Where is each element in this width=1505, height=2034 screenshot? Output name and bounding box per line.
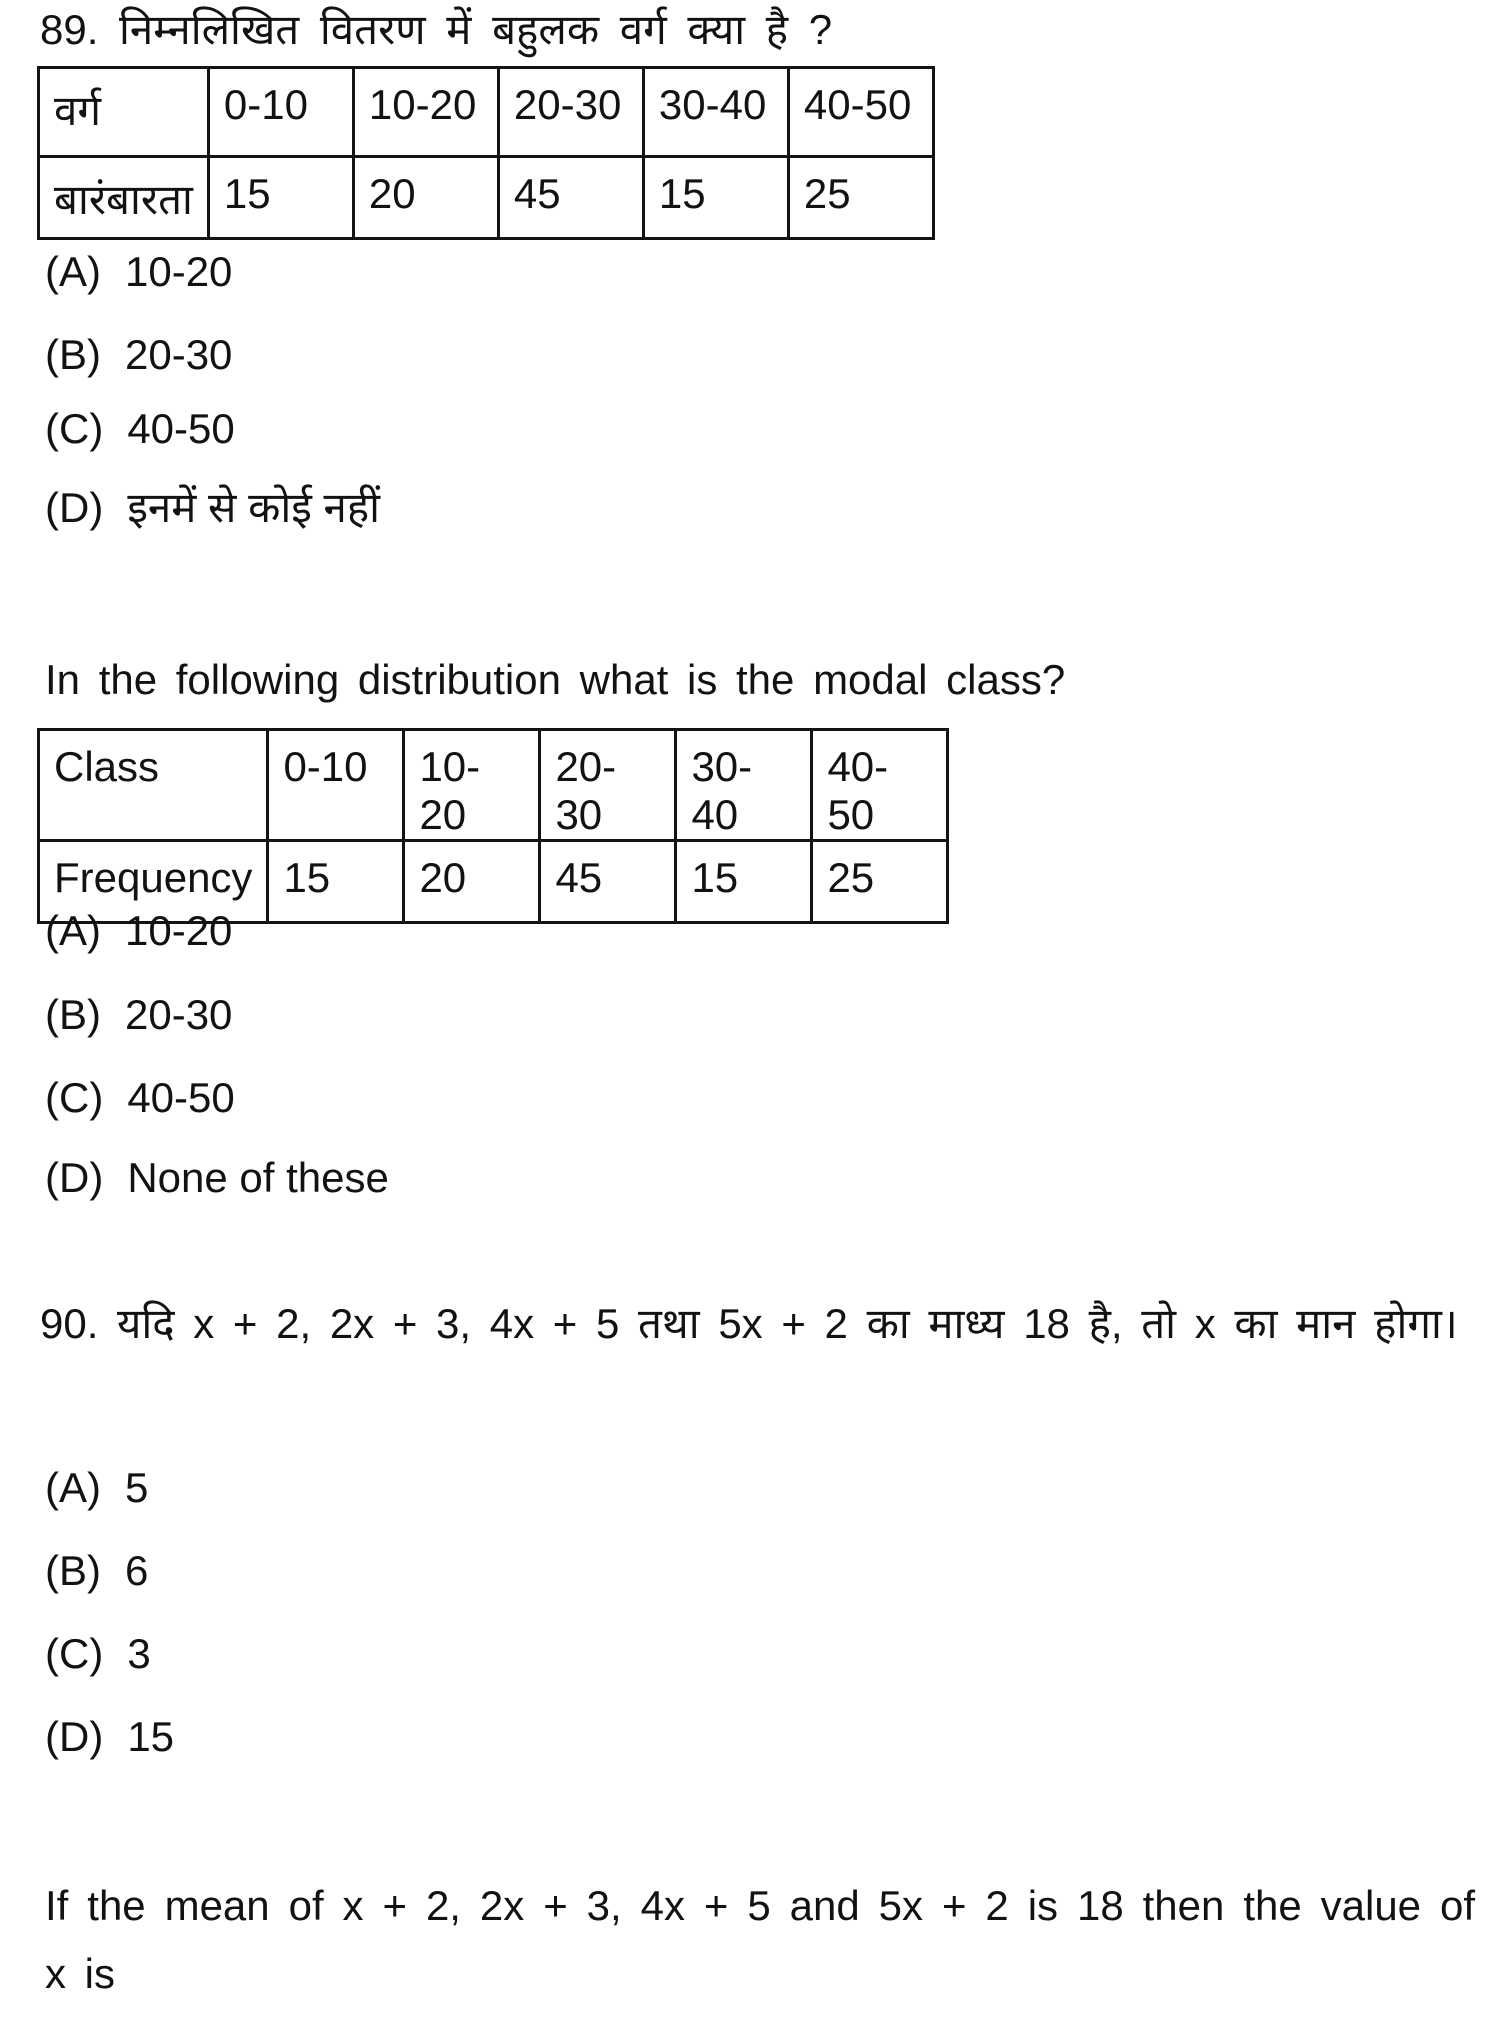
question-89-english-option-b [45,991,232,1039]
table-cell: 15 [643,157,788,239]
question-89-english-text: In the following distribution what is the modal class? [45,656,1066,703]
question-90-english-text: If the mean of x + 2, 2x + 3, 4x + 5 and 5x + 2 is 18 then the value of x is [45,1882,1475,1997]
question-90-hindi-text: 90. यदि x + 2, 2x + 3, 4x + 5 तथा 5x + 2 का माध्य 18 है, तो x का मान होगा। [40,1300,1458,1347]
option-text: इनमें से कोई नहीं [127,484,381,531]
question-89-hindi-option-c [45,405,235,453]
table-cell: 0-10 [208,68,353,157]
table-row [39,730,948,841]
question-89-english-table [37,728,949,924]
option-label: (C) [45,405,104,452]
option-text: 20-30 [125,331,233,378]
option-label: (C) [45,1630,104,1677]
table-cell: 25 [812,841,948,923]
table-cell: 20-30 [498,68,643,157]
table-cell: 0-10 [268,730,404,841]
table-cell: 15 [676,841,812,923]
option-label: (D) [45,1713,104,1760]
table-cell: वर्ग [39,68,209,157]
table-cell: Class [39,730,268,841]
table-cell: 10-20 [353,68,498,157]
question-90-option-a [45,1464,148,1512]
option-label: (B) [45,1547,101,1594]
question-90-option-b [45,1547,148,1595]
table-cell: 25 [788,157,933,239]
table-cell: 45 [540,841,676,923]
option-text: 3 [127,1630,151,1677]
table-cell: बारंबारता [39,157,209,239]
table-cell: Frequency [39,841,268,923]
table-cell: 40-50 [788,68,933,157]
question-89-english-option-c [45,1074,235,1122]
table-cell: 15 [208,157,353,239]
table-cell: 20-30 [540,730,676,841]
table-cell: 10-20 [404,730,540,841]
option-label: (D) [45,484,104,531]
table-cell: 20 [404,841,540,923]
option-text: 5 [125,1464,149,1511]
option-label: (A) [45,1464,101,1511]
option-label: (A) [45,248,101,295]
question-89-hindi-option-b [45,331,232,379]
question-89-english-option-a [45,907,232,955]
option-text: 20-30 [125,991,233,1038]
option-text: 40-50 [127,1074,235,1121]
question-89-hindi-option-a [45,248,232,296]
option-text: 6 [125,1547,149,1594]
option-label: (B) [45,331,101,378]
option-text: 15 [127,1713,175,1760]
question-90-option-d [45,1713,174,1761]
table-cell: 15 [268,841,404,923]
option-label: (A) [45,907,101,954]
table-cell: 30-40 [643,68,788,157]
table-row [39,157,934,239]
table-cell: 20 [353,157,498,239]
option-text: 10-20 [125,248,233,295]
option-label: (D) [45,1154,104,1201]
table-cell: 45 [498,157,643,239]
question-90-option-c [45,1630,151,1678]
question-89-english-option-d [45,1154,389,1202]
option-text: None of these [127,1154,389,1201]
option-text: 10-20 [125,907,233,954]
table-row [39,68,934,157]
question-89-hindi-table [37,66,935,240]
question-89-hindi-option-d [45,484,380,532]
option-label: (B) [45,991,101,1038]
option-label: (C) [45,1074,104,1121]
table-cell: 40-50 [812,730,948,841]
question-89-hindi-text: 89. निम्नलिखित वितरण में बहुलक वर्ग क्या है ? [40,6,833,53]
option-text: 40-50 [127,405,235,452]
table-cell: 30-40 [676,730,812,841]
